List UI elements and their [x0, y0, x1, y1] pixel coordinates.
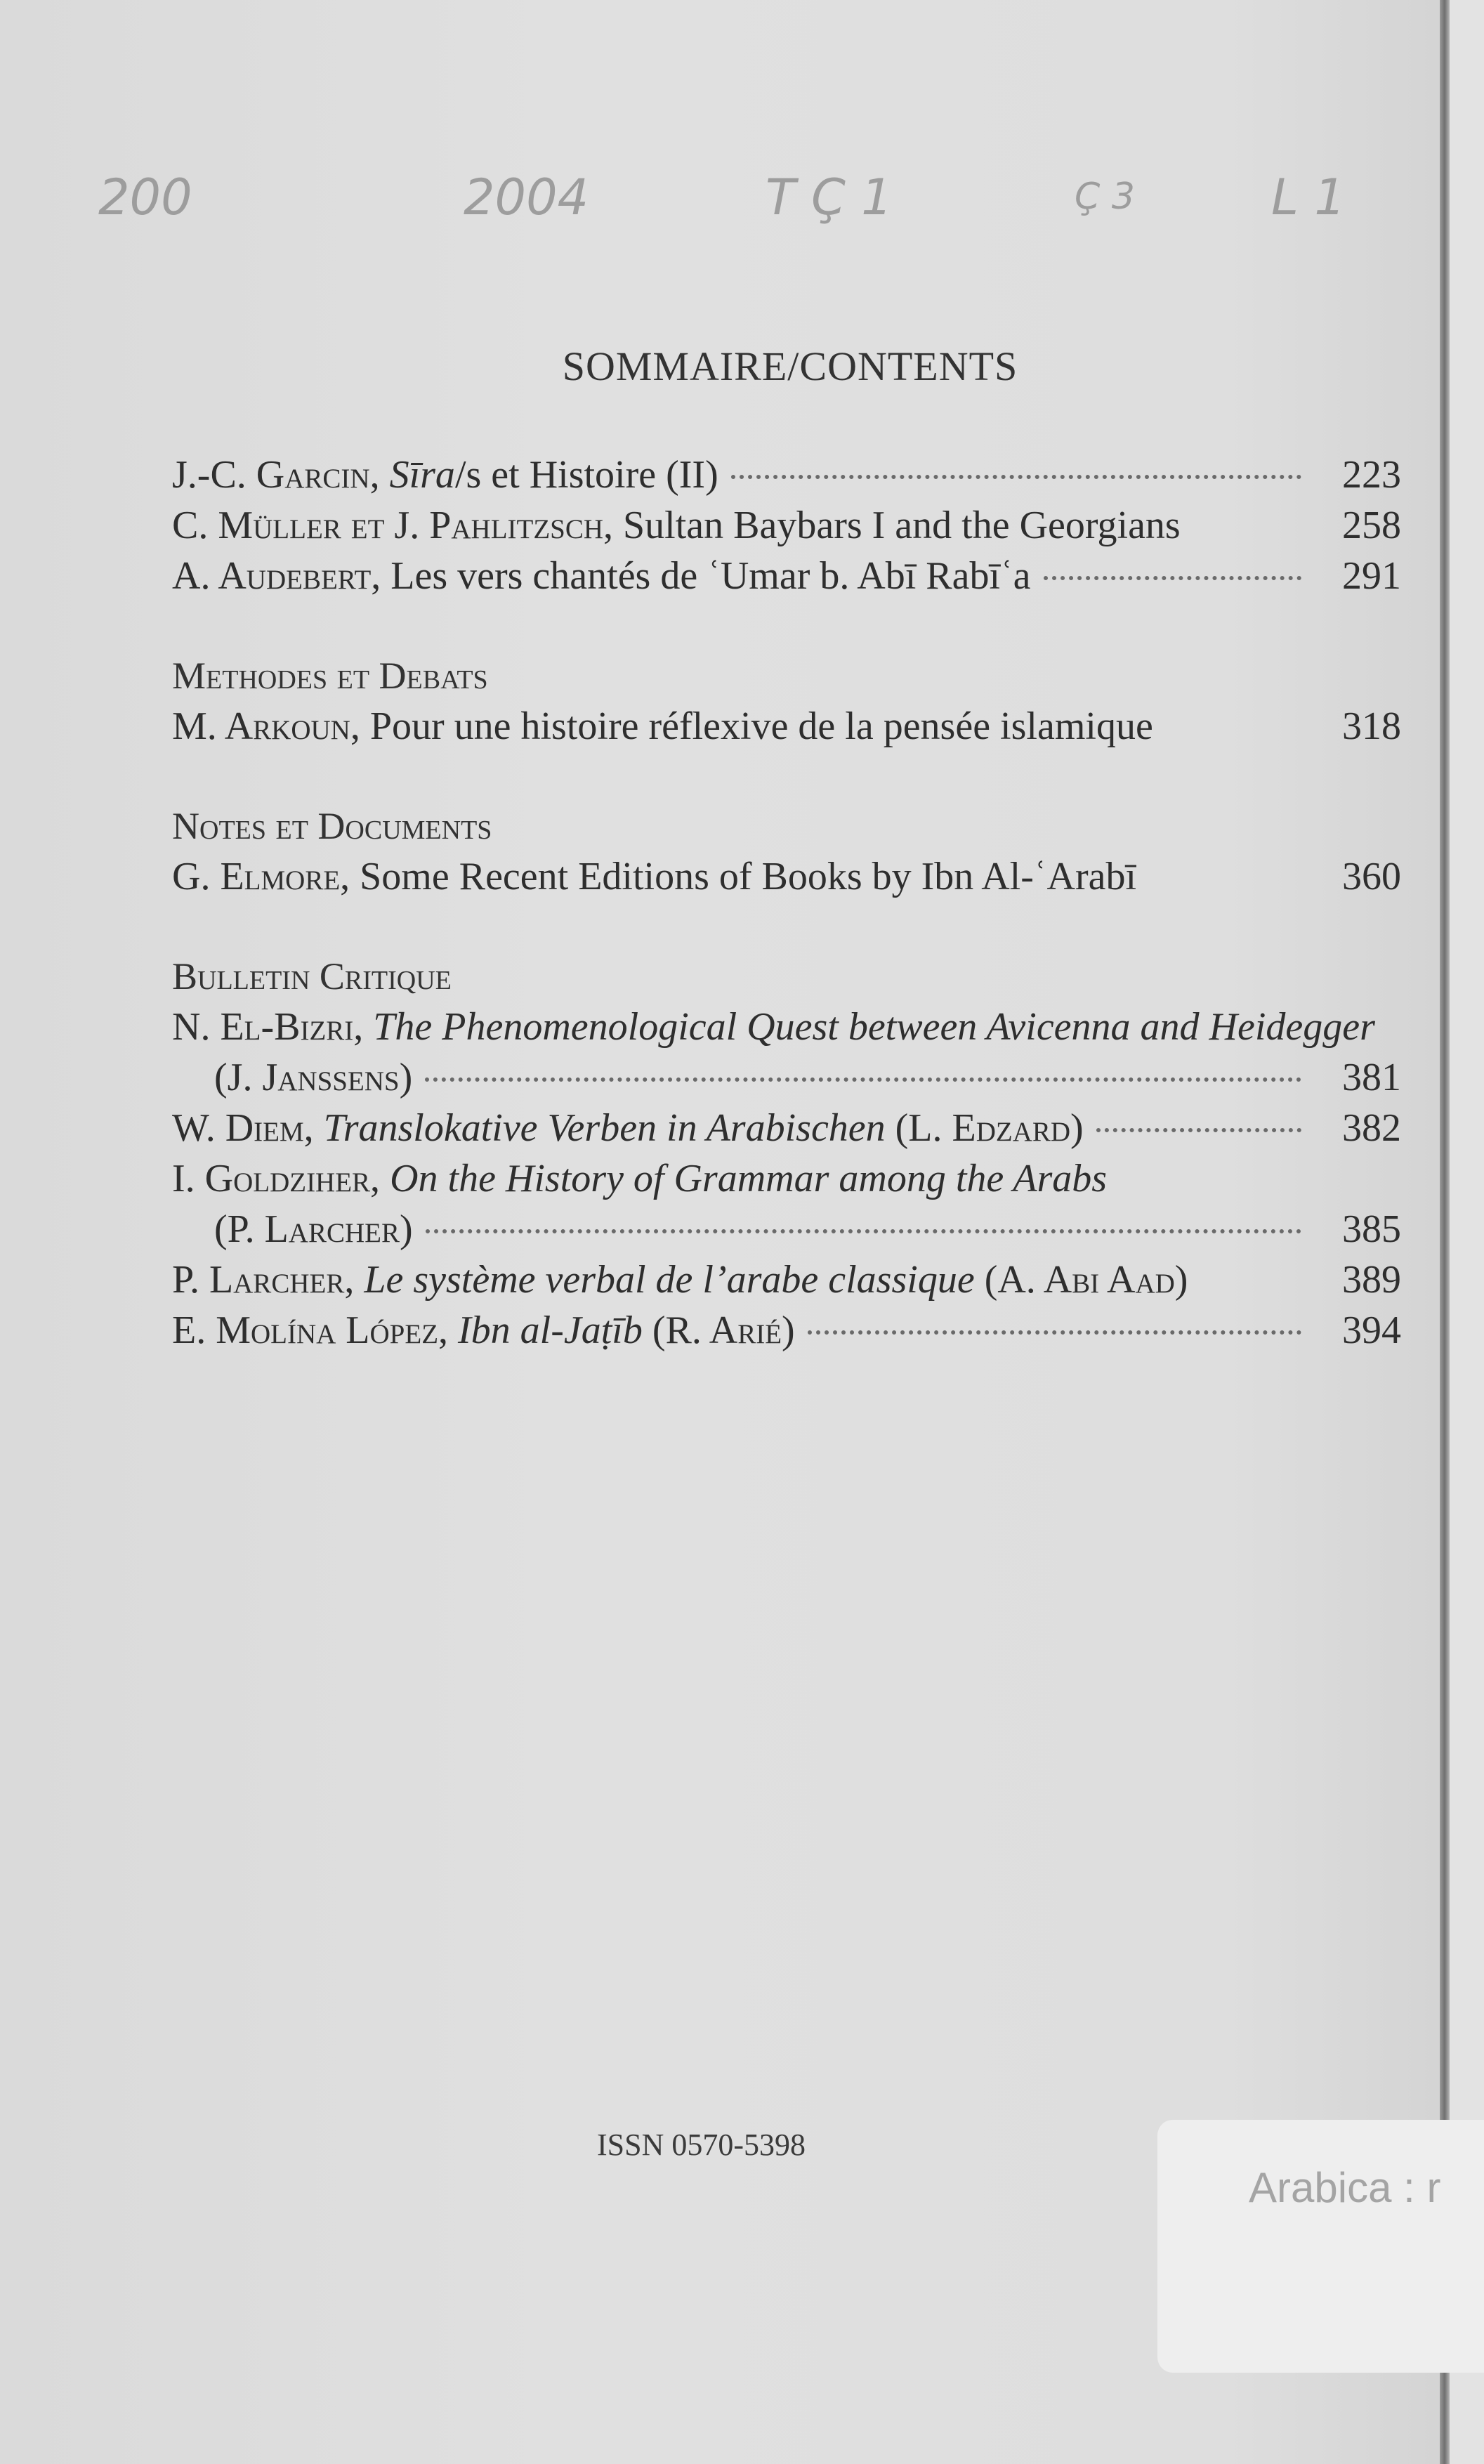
- section-heading-methodes: Methodes et Debats: [172, 655, 488, 697]
- handwritten-note-1: 200: [98, 169, 192, 226]
- toc-entry-text: E. Molína López, Ibn al-Jaṭīb (R. Arié): [172, 1309, 795, 1352]
- reviewer: (J. Janssens): [214, 1056, 413, 1099]
- handwritten-note-2: 2004: [464, 169, 589, 226]
- section-heading-bulletin: Bulletin Critique: [172, 955, 452, 997]
- library-label-sticker: [1157, 2120, 1484, 2373]
- leader-dots: [808, 1330, 1301, 1335]
- page-title: SOMMAIRE/CONTENTS: [562, 343, 1018, 389]
- toc-entry-text: P. Larcher, Le système verbal de l’arabe classique (A. Abi Aad): [172, 1258, 1188, 1302]
- toc-entry-text: W. Diem, Translokative Verben in Arabischen (L. Edzard): [172, 1106, 1084, 1150]
- toc-entry-text: A. Audebert, Les vers chantés de ʿUmar b. Abī Rabīʿa: [172, 554, 1031, 598]
- issn-number: ISSN 0570-5398: [597, 2128, 806, 2162]
- toc-entry-diem[interactable]: [172, 1103, 1401, 1153]
- toc-entry-audebert[interactable]: [172, 551, 1401, 601]
- reviewer: (P. Larcher): [214, 1207, 413, 1251]
- page-number: 382: [1342, 1106, 1401, 1150]
- page-number: 381: [1342, 1056, 1401, 1099]
- page-number: 318: [1342, 705, 1401, 748]
- toc-entry-text: N. El-Bizri, The Phenomenological Quest between Avicenna and Heidegger: [172, 1005, 1375, 1049]
- toc-entry-molina[interactable]: [172, 1305, 1401, 1356]
- handwritten-note-5: L 1: [1271, 169, 1346, 226]
- toc-entry-text: C. Müller et J. Pahlitzsch, Sultan Baybars I and the Georgians: [172, 504, 1181, 547]
- toc-entry-text: J.-C. Garcin, Sīra/s et Histoire (II): [172, 453, 718, 497]
- page-number: 394: [1342, 1309, 1401, 1352]
- page-number: 385: [1342, 1207, 1401, 1251]
- toc-entry-garcin[interactable]: [172, 450, 1401, 500]
- handwritten-note-4: Ç 3: [1075, 176, 1135, 218]
- toc-entry-muller[interactable]: [172, 500, 1401, 551]
- page-number: 389: [1342, 1258, 1401, 1302]
- page-number: 258: [1342, 504, 1401, 547]
- sticker-label-text: Arabica : r: [1249, 2164, 1441, 2211]
- leader-dots: [426, 1229, 1301, 1233]
- toc-entry-elmore[interactable]: [172, 851, 1401, 902]
- handwritten-note-3: T Ç 1: [766, 169, 893, 226]
- toc-entry-arkoun[interactable]: [172, 701, 1401, 752]
- leader-dots: [731, 475, 1301, 479]
- toc-entry-text: M. Arkoun, Pour une histoire réflexive de la pensée islamique: [172, 705, 1153, 748]
- toc-entry-elbizri[interactable]: [172, 1002, 1401, 1103]
- leader-dots: [1044, 576, 1301, 580]
- handwritten-shelfmark: [91, 169, 1370, 253]
- toc-entry-goldziher[interactable]: [172, 1153, 1401, 1254]
- page-number: 360: [1342, 855, 1401, 898]
- toc-entry-text: G. Elmore, Some Recent Editions of Books by Ibn Al-ʿArabī: [172, 855, 1137, 898]
- table-of-contents: [172, 450, 1401, 1356]
- toc-entry-larcher[interactable]: [172, 1254, 1401, 1305]
- leader-dots: [1096, 1128, 1301, 1132]
- page-number: 291: [1342, 554, 1401, 598]
- section-heading-notes: Notes et Documents: [172, 805, 492, 847]
- toc-entry-text: I. Goldziher, On the History of Grammar among the Arabs: [172, 1157, 1108, 1200]
- leader-dots: [425, 1077, 1301, 1082]
- page-number: 223: [1342, 453, 1401, 497]
